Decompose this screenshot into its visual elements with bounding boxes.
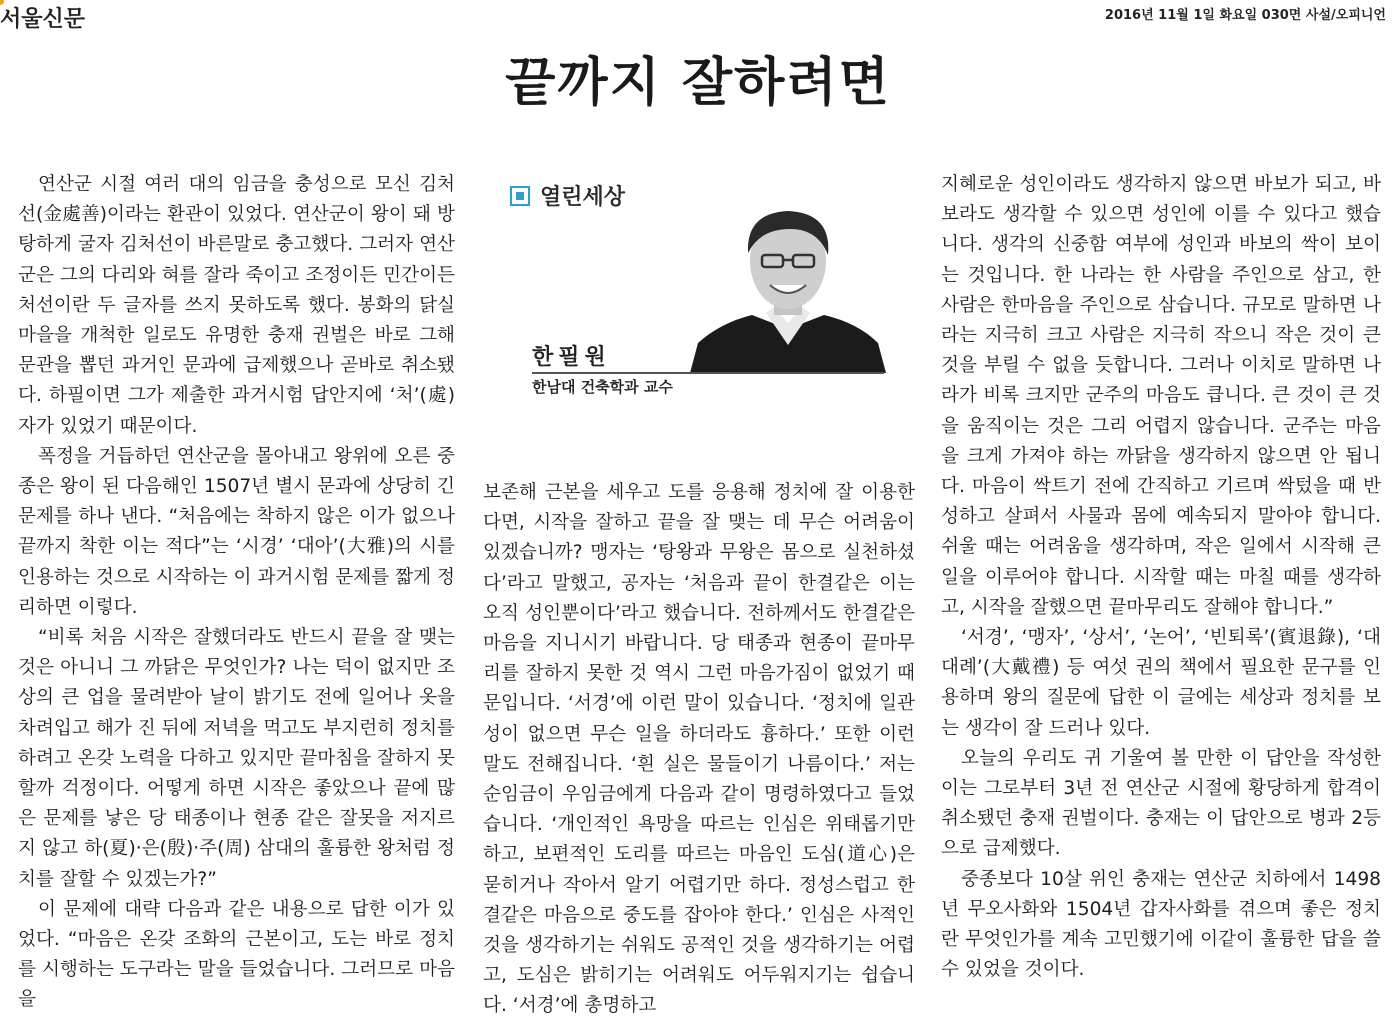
column-series-tag [510, 180, 625, 211]
paragraph: 이 문제에 대략 다음과 같은 내용으로 답한 이가 있었다. “마음은 온갖 조화의 근본이고, 도는 바로 정치를 시행하는 도구라는 말을 들었습니다. 그러므로 마음을 [18, 898, 455, 1011]
paragraph: 보존해 근본을 세우고 도를 응용해 정치에 잘 이용한다면, 시작을 잘하고 끝을 잘 맺는 데 무슨 어려움이 있겠습니까? 맹자는 ‘탕왕과 무왕은 몸으로 실천하셨다’라고 말했고, 공자는 ‘처음과 끝이 한결같은 이는 오직 성인뿐이다’라고 했습니다. 전하께서도 한결같은 마음을 지니시기 바랍니다. 당 태종과 현종이 끝마무리를 잘하지 못한 것 역시 그런 마음가짐이 없었기 때문입니다. ‘서경’에 이런 말이 있습니다. ‘정치에 일관성이 없으면 무슨 일을 하더라도 흉하다.’ 또한 이런 말도 전해집니다. ‘흰 실은 물들이기 나름이다.’ 저는 순임금이 우임금에게 다음과 같이 명령하였다고 들었습니다. ‘개인적인 욕망을 따르는 인심은 위태롭기만 하고, 보편적인 도리를 따르는 마음인 도심(道心)은 묻히거나 작아서 알기 어렵기만 하다. 정성스럽고 한결같은 마음으로 중도를 잡아야 한다.’ 인심은 사적인 것을 생각하기는 쉬워도 공적인 것을 생각하기는 어렵고, 도심은 밝히기는 어려워도 어두워지기는 쉽습니다. ‘서경’에 총명하고 [483, 482, 915, 1017]
masthead-title: 서울신문 [0, 7, 86, 32]
author-portrait [690, 195, 886, 373]
paragraph: “비록 처음 시작은 잘했더라도 반드시 끝을 잘 맺는 것은 아니니 그 까닭은 무엇인가? 나는 덕이 없지만 조상의 큰 업을 물려받아 날이 밝기도 전에 일어나 옷을 차려입고 해가 진 뒤에 저녁을 먹고도 부지런히 정치를 하려고 온갖 노력을 다하고 있지만 끝마침을 잘하지 못할까 걱정이다. 어떻게 하면 시작은 좋았으나 끝에 많은 문제를 낳은 당 태종이나 현종 같은 잘못을 저지르지 않고 하(夏)·은(殷)·주(周) 삼대의 훌륭한 왕처럼 정치를 잘할 수 있겠는가?” [18, 627, 455, 890]
article-column-2 [483, 478, 915, 1022]
paragraph: 폭정을 거듭하던 연산군을 몰아내고 왕위에 오른 중종은 왕이 된 다음해인 1507년 별시 문과에 상당히 긴 문제를 하나 낸다. “처음에는 착하지 않은 이가 없으나 끝까지 착한 이는 적다”는 ‘시경’ ‘대아’(大雅)의 시를 인용하는 것으로 시작하는 이 과거시험 문제를 짧게 정리하면 이렇다. [18, 445, 455, 618]
article-column-3 [941, 170, 1381, 985]
masthead-dot-icon [0, 0, 4, 5]
paragraph: 지혜로운 성인이라도 생각하지 않으면 바보가 되고, 바보라도 생각할 수 있으면 성인에 이를 수 있다고 했습니다. 생각의 신중함 여부에 성인과 바보의 싹이 보이는 것입니다. 한 나라는 한 사람을 주인으로 삼고, 한 사람은 한마음을 주인으로 삼습니다. 규모로 말하면 나라는 지극히 크고 사람은 지극히 작으니 작은 것이 큰 것을 부릴 수 없을 듯합니다. 그러나 이치로 말하면 나라가 비록 크지만 군주의 마음도 큽니다. 큰 것이 큰 것을 움직이는 것은 그리 어렵지 않습니다. 군주는 마음을 크게 가져야 하는 까닭을 생각하지 않으면 안 됩니다. 마음이 싹트기 전에 간직하고 기르며 싹텄을 때 반성하고 살펴서 사물과 몸에 예속되지 말아야 합니다. 쉬울 때는 어려움을 생각하며, 작은 일에서 시작해 큰일을 이루어야 합니다. 시작할 때는 마칠 때를 생각하고, 시작을 잘했으면 끝마무리도 잘해야 합니다.” [941, 174, 1381, 618]
paragraph: 연산군 시절 여러 대의 임금을 충성으로 모신 김처선(金處善)이라는 환관이 있었다. 연산군이 왕이 돼 방탕하게 굴자 김처선이 바른말로 충고했다. 그러자 연산군은 그의 다리와 혀를 잘라 죽이고 조정이든 민간이든 처선이란 두 글자를 쓰지 못하도록 했다. 봉화의 닭실마을을 개척한 일로도 유명한 충재 권벌은 바로 그해 문관을 뽑던 과거인 문과에 급제했으나 곧바로 취소됐다. 하필이면 그가 제출한 과거시험 답안지에 ‘처’(處)자가 있었기 때문이다. [18, 174, 455, 437]
newspaper-masthead [0, 2, 85, 33]
column-series-label: 열린세상 [540, 185, 626, 210]
paragraph: 오늘의 우리도 귀 기울여 볼 만한 이 답안을 작성한 이는 그로부터 3년 전 연산군 시절에 황당하게 합격이 취소됐던 충재 권벌이다. 충재는 이 답안으로 병과 2등으로 급제했다. [941, 747, 1381, 860]
article-column-1 [18, 170, 455, 1016]
issue-dateline: 2016년 11월 1일 화요일 030면 사설/오피니언 [1104, 8, 1386, 23]
article-headline: 끝까지 잘하려면 [505, 52, 891, 113]
square-bullet-icon [510, 186, 530, 206]
author-divider [532, 372, 884, 374]
paragraph: 중종보다 10살 위인 충재는 연산군 치하에서 1498년 무오사화와 1504년 갑자사화를 겪으며 좋은 정치란 무엇인가를 계속 고민했기에 이같이 훌륭한 답을 쓸 수 있었을 것이다. [941, 868, 1381, 981]
author-name: 한필원 [532, 345, 611, 370]
author-affiliation: 한남대 건축학과 교수 [532, 378, 673, 396]
paragraph: ‘서경’, ‘맹자’, ‘상서’, ‘논어’, ‘빈퇴록’(賓退錄), ‘대대례’(大戴禮) 등 여섯 권의 책에서 필요한 문구를 인용하며 왕의 질문에 답한 이 글에는 세상과 정치를 보는 생각이 잘 드러나 있다. [941, 627, 1381, 739]
